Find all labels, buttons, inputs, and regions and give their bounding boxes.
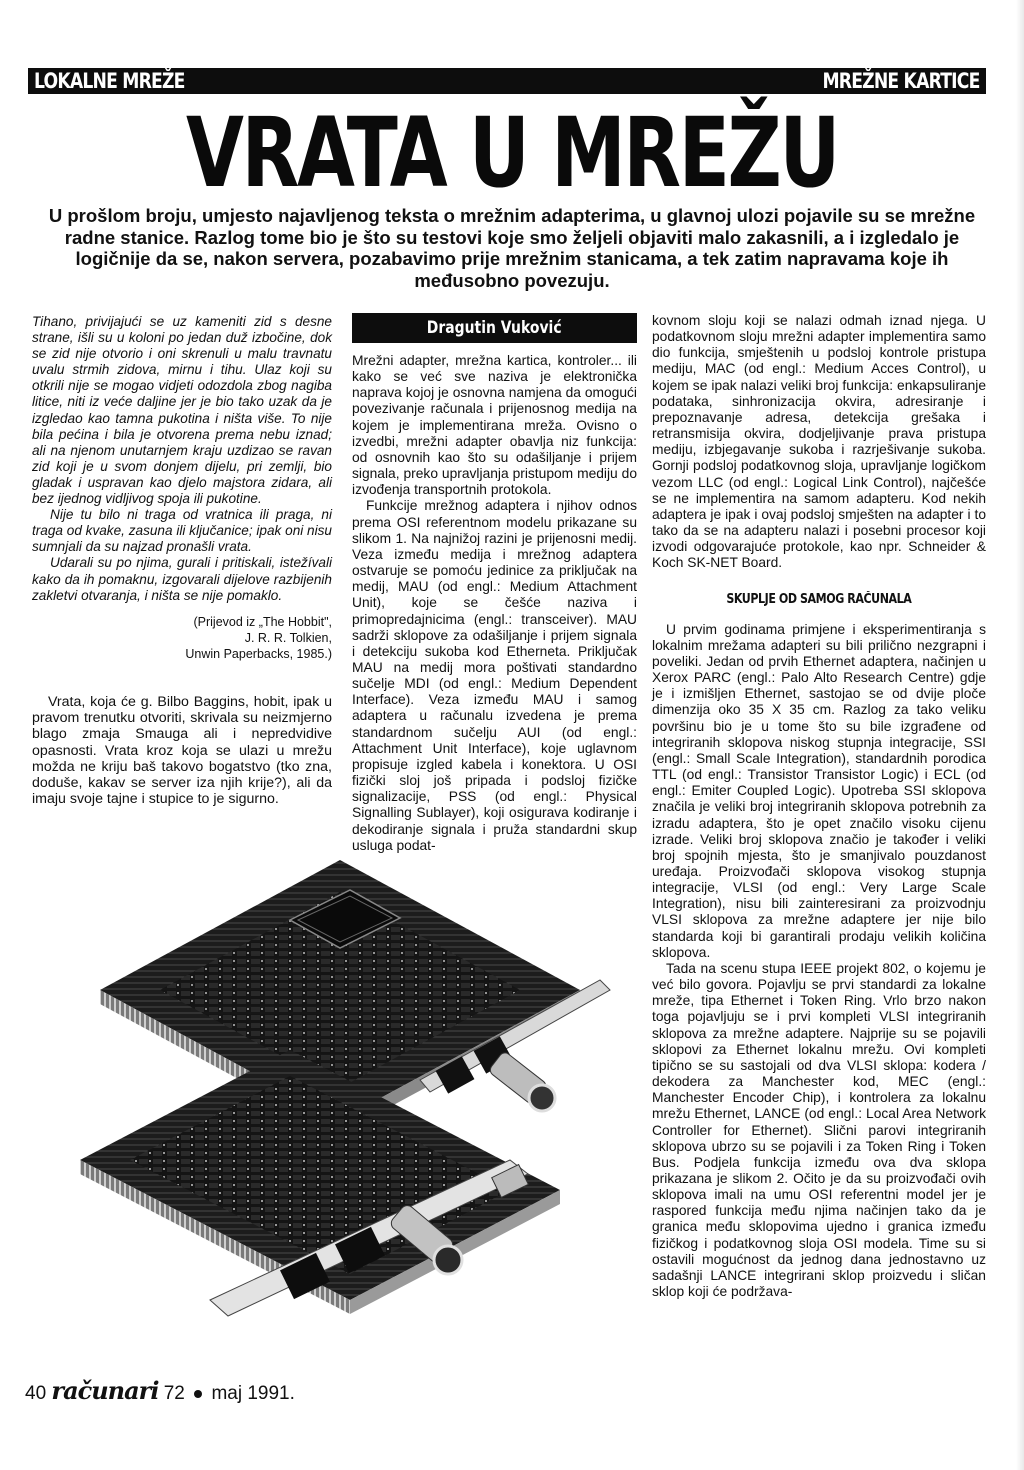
section-subheading: [652, 592, 986, 608]
issue-date: maj 1991.: [211, 1383, 295, 1404]
body-paragraph: Mrežni adapter, mrežna kartica, kontroler... ili kako se već sve naziva je elektronička naprava kojoj je osnovna namjena da omogući povezivanje računala i prijenosnog medija na kojem je implementirana mreža. Ovisno o izvedbi, mrežni adapter obavlja niz funkcija: od osnovnih kao što su odašiljanje i prijem signala, preko upravljanja pristupom mediju do izvođenja transportnih protokola.: [352, 353, 637, 498]
citation-line: (Prijevod iz „The Hobbit",: [193, 614, 332, 629]
header-band: [28, 68, 986, 94]
issue-number: 72: [163, 1383, 185, 1404]
body-paragraph: Funkcije mrežnog adaptera i njihov odnos prema OSI referentnom modelu prikazane su slikom 1. Na najnižoj razini je prijenosni medij. Veza između medija i mrežnog adaptera ostvaruje se pomoću jedinice za priključak na medij, MAU (od engl.: Medium Attachment Unit), koje se češće naziva i primopredajnicima (engl.: transceiver). MAU sadrži sklopove za odašiljanje i prijem signala i detekciju sukoba kod Etherneta. Priključak MAU na medij mora poštivati standardno sučelje MDI (od engl.: Medium Dependent Interface). Veza između MAU i samog adaptera u računalu izvedena je prema standardnom sučelju AUI (od engl.: Attachment Unit Interface), koje uglavnom propisuje izgled kabela i konektora. U OSI fizički sloj još pripada i podsloj fizičke signalizacije, PSS (od engl.: Physical Signalling Sublayer), koji osigurava kodiranje i dekodiranje signala i pruža standardni skup usluga podat-: [352, 498, 637, 853]
section-tag-left: LOKALNE MREŽE: [34, 69, 185, 93]
epigraph-citation: [32, 614, 332, 662]
bullet-icon: [194, 1390, 202, 1398]
epigraph-paragraph: Udarali su po njima, gurali i pritiskali, istežívali kako da ih pomaknu, izgovarali dijelove razbijenih zakletvi otvaranja, i ništa se nije pomaklo.: [32, 555, 332, 603]
section-tag-right: MREŽNE KARTICE: [822, 69, 980, 93]
right-column: [652, 313, 986, 1300]
citation-line: Unwin Paperbacks, 1985.): [185, 646, 332, 661]
middle-column: [352, 353, 637, 854]
page-number: 40: [25, 1383, 47, 1404]
network-card-photo: [40, 830, 640, 1395]
epigraph-paragraph: Nije tu bilo ni traga od vratnica ili praga, ni traga od kvake, zasuna ili ključanice; ipak oni nisu sumnjali da su najzad pronašli vrata.: [32, 507, 332, 555]
intro-paragraph: Vrata, koja će g. Bilbo Baggins, hobit, ipak u pravom trenutku otvoriti, skrivala su neizmjerno blago zmaja Smauga ali i nepredvidive opasnosti. Vrata kroz koja se ulazi u mrežu možda ne kriju baš takovo bogatstvo (tko zna, doduše, kakav se server iza njih krije?), ali da imaju svoje tajne i stupice to je sigurno.: [32, 694, 332, 808]
article-title: VRATA U MREŽU: [186, 97, 838, 209]
article-lead: U prošlom broju, umjesto najavljenog teksta o mrežnim adapterima, u glavnoj ulozi pojavile su se mrežne radne stanice. Razlog tome bio je što su testovi koje smo željeli objaviti malo zakasnili, a i izgledalo je logičnije da se, nakon servera, pozabavimo prije mrežnim stanicama, a tek zatim napravama koje ih međusobno povezuju.: [48, 205, 976, 291]
author-byline: [352, 313, 637, 343]
scan-edge-shadow: [1016, 0, 1024, 1470]
author-name: Dragutin Vuković: [427, 318, 562, 338]
subheading-text: SKUPLJE OD SAMOG RAČUNALA: [726, 591, 912, 607]
magazine-logo: računari: [51, 1376, 159, 1405]
body-paragraph: Tada na scenu stupa IEEE projekt 802, o kojemu je već bilo govora. Pojavlju se prvi standardi za lokalne mreže, tipa Ethernet i Token Ring. Vrlo brzo nakon toga pojavljuju se i prvi kompleti VLSI integriranih sklopova za mrežne adaptere. Najprije su se pojavili sklopovi za Ethernet lokalnu mrežu. Ovi kompleti tipično se su sastojali od dva VLSI sklopa: kodera / dekodera za Manchester kod, MEC (engl.: Manchester Encoder Chip), i kontrolera za lokalnu mrežu Ethernet, LANCE (od engl.: Local Area Network Controller for Ethernet). Slični parovi integriranih sklopova ubrzo su se pojavili i za Token Ring i Token Bus. Podjela funkcija između ova dva sklopa prikazana je slikom 2. Očito je da su proizvođači ovih sklopova imali na umu OSI referentni model jer je raspored funkcija među njima načinjen tako da je granica među sklopovima ujedno i granica između fizičkog i podatkovnog sloja OSI modela. Time su si ostavili mogućnost da jednog dana jednostavno uz sadašnji LANCE integrirani sklop proizvedu i sličan sklop koji će podržava-: [652, 960, 986, 1300]
body-paragraph: U prvim godinama primjene i eksperimentiranja s lokalnim mrežama adapteri su bili prilično nezgrapni i poveliki. Jedan od prvih Ethernet adaptera, načinjen u Xerox PARC (engl.: Palo Alto Research Centre) gdje je i izmišljen Ethernet, sastojao se od dvije ploče dimenzija oko 35 X 35 cm. Razlog za tako veliku površinu bio je u tome što su bile izgrađene od integriranih sklopova niskog stupnja integracije, SSI (engl.: Small Scale Integration), standardnih porodica TTL (od engl.: Transistor Transistor Logic) i ECL (od engl.: Emiter Coupled Logic). Upotreba SSI sklopova značila je veliki broj integriranih sklopova potrebnih za izradu adaptera, što je opet značilo visoku cijenu izrade. Veliki broj sklopova značio je također i veliki broj spojnih mjesta, što je smanjivalo pouzdanost uređaja. Proizvođači sklopova visokog stupnja integracije, VLSI (od engl.: Very Large Scale Integration), nisu bili zainteresirani za proizvodnju VLSI sklopova za mrežne adaptere jer nije bilo standarda koji bi garantirali prodaju velikih količina sklopova.: [652, 621, 986, 960]
bnc-connector-upper: [488, 1051, 555, 1111]
epigraph: [32, 314, 332, 662]
intro-column: [32, 694, 332, 807]
epigraph-paragraph: Tihano, privijajući se uz kameniti zid s desne strane, išli su u koloni po jedan duž izbočine, dok se zid nije otvorio i oni skrenuli u malu travnatu uvalu strmih zidova, mirnu i tihu. Ulaz koji su otkrili nije se mogao vidjeti odozdola zbog nagiba litice, niti iz veće daljine jer je bio tako uzak da je izgledao kao tamna pukotina i ništa više. To nije bila pećina i bila je otvorena prema nebu iznad; ali na njenom unutarnjem kraju uzdizao se ravan zid koji je u svom donjem dijelu, pri zemlji, bio gladak i uspravan kao djelo majstora zidara, ali bez ijednog vidljivog spoja ili pukotine.: [32, 314, 332, 507]
body-paragraph: kovnom sloju koji se nalazi odmah iznad njega. U podatkovnom sloju mrežni adapter implementira samo dio funkcija, smještenih u podsloj kontrole pristupa mediju, MAC (od engl.: Medium Acces Control), u kojem se ipak nalazi veliki broj funkcija: enkapsuliranje podataka, sinhronizacija okvira, adresiranje i prepoznavanje adresa, detekcija grešaka i retransmisija okvira, dodjeljivanje prava pristupa mediju, izbjegavanje sukoba i razrješivanje sukoba. Gornji podsloj podatkovnog sloja, upravljanje logičkom vezom LLC (od engl.: Logical Link Control), najčešće se ne implementira na samom adapteru. Kod nekih adaptera je ipak i ovaj podsloj smješten na adapter i to tako da se na adapteru nalazi i posebni procesor koji izvodi odgovarajuće protokole, kao npr. Schneider & Koch SK-NET Board.: [652, 313, 986, 571]
citation-line: J. R. R. Tolkien,: [244, 630, 332, 645]
page-footer: [25, 1376, 295, 1405]
